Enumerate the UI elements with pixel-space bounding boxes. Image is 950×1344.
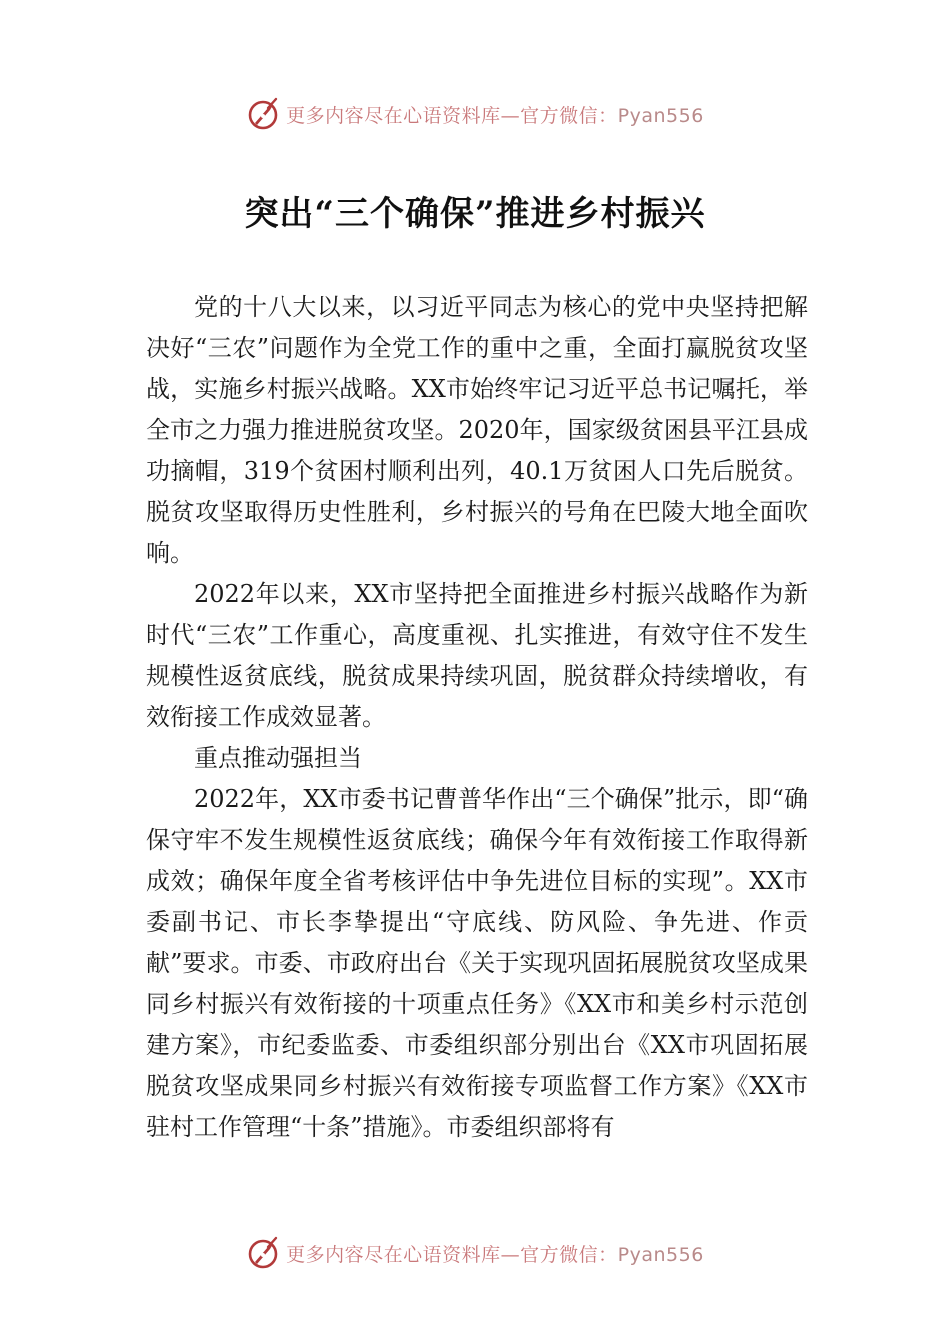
pen-nib-logo-icon bbox=[246, 1235, 282, 1271]
document-body bbox=[146, 287, 808, 1148]
footer-banner-label: 更多内容尽在心语资料库—官方微信： bbox=[286, 1243, 618, 1266]
section-heading: 重点推动强担当 bbox=[194, 744, 362, 772]
footer-banner bbox=[0, 1233, 950, 1273]
footer-banner-text bbox=[286, 1240, 704, 1267]
paragraph-3: 2022年，XX市委书记曹普华作出“三个确保”批示，即“确保守牢不发生规模性返贫底线；确保今年有效衔接工作取得新成效；确保年度全省考核评估中争先进位目标的实现”。XX市委副书记、市长李挚提出“守底线、防风险、争先进、作贡献”要求。市委、市政府出台《关于实现巩固拓展脱贫攻坚成果同乡村振兴有效衔接的十项重点任务》《XX市和美乡村示范创建方案》，市纪委监委、市委组织部分别出台《XX市巩固拓展脱贫攻坚成果同乡村振兴有效衔接专项监督工作方案》《XX市驻村工作管理“十条”措施》。市委组织部将有 bbox=[146, 785, 808, 1141]
footer-banner-wechat: Pyan556 bbox=[617, 1243, 704, 1266]
paragraph-2: 2022年以来，XX市坚持把全面推进乡村振兴战略作为新时代“三农”工作重心，高度重视、扎实推进，有效守住不发生规模性返贫底线，脱贫成果持续巩固，脱贫群众持续增收，有效衔接工作成效显著。 bbox=[146, 580, 808, 731]
header-banner-wechat: Pyan556 bbox=[617, 104, 704, 127]
paragraph-1: 党的十八大以来，以习近平同志为核心的党中央坚持把解决好“三农”问题作为全党工作的重中之重，全面打赢脱贫攻坚战，实施乡村振兴战略。XX市始终牢记习近平总书记嘱托，举全市之力强力推进脱贫攻坚。2020年，国家级贫困县平江县成功摘帽，319个贫困村顺利出列，40.1万贫困人口先后脱贫。脱贫攻坚取得历史性胜利，乡村振兴的号角在巴陵大地全面吹响。 bbox=[146, 293, 808, 567]
header-banner-label: 更多内容尽在心语资料库—官方微信： bbox=[286, 104, 618, 127]
pen-nib-logo-icon bbox=[246, 96, 282, 132]
header-banner bbox=[0, 94, 950, 134]
header-banner-text bbox=[286, 101, 704, 128]
document-title: 突出“三个确保”推进乡村振兴 bbox=[244, 194, 706, 234]
